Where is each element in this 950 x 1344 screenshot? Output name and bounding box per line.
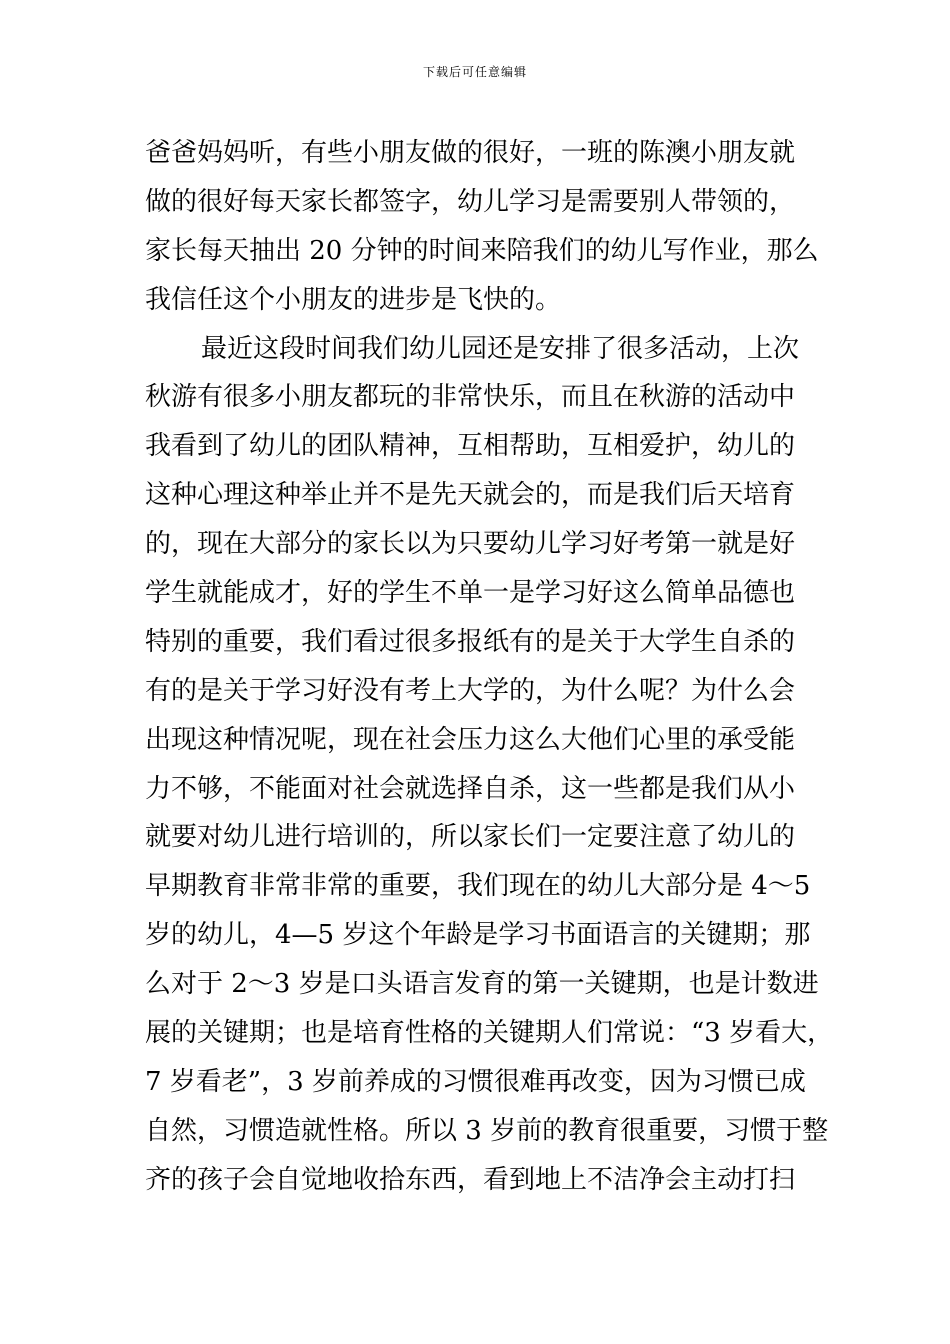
page-header: 下载后可任意编辑 [422, 65, 527, 79]
paragraph-2 [145, 325, 834, 1205]
text-line: 有的是关于学习好没有考上大学的，为什么呢？为什么会 [145, 675, 796, 706]
text-line: 学生就能成才，好的学生不单一是学习好这么简单品德也 [145, 578, 796, 609]
text-line: 特别的重要，我们看过很多报纸有的是关于大学生自杀的 [145, 626, 796, 657]
text-line: 家长每天抽出 20 分钟的时间来陪我们的幼儿写作业，那么 [145, 235, 819, 266]
text-line: 么对于 2～3 岁是口头语言发育的第一关键期，也是计数进 [145, 969, 819, 1000]
text-line: 早期教育非常非常的重要，我们现在的幼儿大部分是 4～5 [145, 871, 811, 902]
text-line: 的，现在大部分的家长以为只要幼儿学习好考第一就是好 [145, 529, 796, 560]
text-line: 我信任这个小朋友的进步是飞快的。 [145, 284, 562, 315]
text-line: 爸爸妈妈听，有些小朋友做的很好，一班的陈澳小朋友就 [145, 138, 796, 168]
text-line: 最近这段时间我们幼儿园还是安排了很多活动，上次 [201, 333, 800, 364]
text-line: 7 岁看老”，3 岁前养成的习惯很难再改变，因为习惯已成 [145, 1066, 806, 1097]
text-line: 力不够，不能面对社会就选择自杀，这一些都是我们从小 [145, 773, 796, 804]
text-line: 出现这种情况呢，现在社会压力这么大他们心里的承受能 [145, 724, 796, 755]
text-line: 岁的幼儿，4—5 岁这个年龄是学习书面语言的关键期；那 [145, 920, 811, 951]
text-line: 就要对幼儿进行培训的，所以家长们一定要注意了幼儿的 [145, 822, 796, 853]
paragraph-1 [145, 129, 819, 325]
text-line: 我看到了幼儿的团队精神，互相帮助，互相爱护，幼儿的 [145, 431, 796, 462]
text-line: 齐的孩子会自觉地收拾东西，看到地上不洁净会主动打扫 [145, 1164, 796, 1195]
text-line: 这种心理这种举止并不是先天就会的，而是我们后天培育 [145, 480, 796, 511]
text-line: 做的很好每天家长都签字，幼儿学习是需要别人带领的， [145, 186, 796, 217]
text-line: 秋游有很多小朋友都玩的非常快乐，而且在秋游的活动中 [145, 382, 796, 413]
text-line: 展的关键期；也是培育性格的关键期人们常说：“3 岁看大， [145, 1018, 834, 1049]
text-line: 自然，习惯造就性格。所以 3 岁前的教育很重要，习惯于整 [145, 1115, 829, 1146]
document-body [145, 129, 834, 1205]
